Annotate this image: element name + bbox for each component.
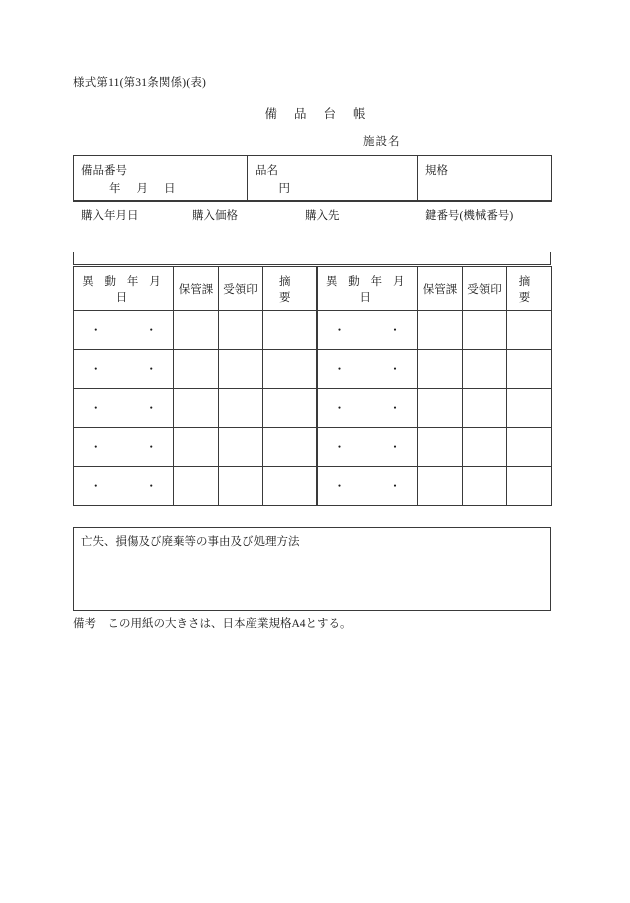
column-header-label: 異 動 年 月 日 [82,275,165,304]
date-separator-dots [318,322,418,338]
year-unit: 年 [109,183,137,195]
vendor-label: 購入先 [305,210,340,222]
loss-remarks-label: 亡失、損傷及び廃棄等の事由及び処理方法 [81,536,300,548]
date-separator-dot: ・ [145,442,157,454]
cell-remarks[interactable] [507,311,552,350]
cell-specification[interactable] [418,156,552,202]
date-separator-dot: ・ [389,325,401,337]
facility-name-label: 施設名 [363,136,401,148]
date-separator-dots [318,400,418,416]
cell-receipt-seal[interactable] [463,311,507,350]
cell-receipt-seal[interactable] [463,428,507,467]
date-separator-dot: ・ [333,442,346,454]
cell-receipt-seal[interactable] [463,389,507,428]
date-separator-dot: ・ [145,481,157,493]
specification-label: 規格 [425,165,448,177]
yen-unit: 円 [278,183,290,195]
cell-key-number[interactable] [418,201,552,222]
column-header-remarks [507,267,560,311]
cell-remarks[interactable] [507,467,552,506]
equipment-number-label: 備品番号 [81,165,127,177]
cell-receipt-seal[interactable] [219,467,263,506]
date-separator-dot: ・ [389,364,401,376]
cell-transfer-date[interactable] [74,350,174,389]
page-title: 備品台帳 [264,107,383,121]
cell-receipt-seal[interactable] [219,350,263,389]
cell-vendor[interactable] [298,201,418,222]
cell-transfer-date[interactable] [74,467,174,506]
table-row [74,467,552,506]
table-spacer-strip [73,252,551,265]
date-separator-dot: ・ [90,364,102,376]
month-unit: 月 [136,183,164,195]
cell-purchase-price[interactable] [185,183,298,222]
cell-receipt-seal[interactable] [463,350,507,389]
cell-transfer-date[interactable] [317,428,418,467]
cell-remarks[interactable] [263,311,317,350]
date-separator-dot: ・ [333,481,346,493]
cell-transfer-date[interactable] [74,389,174,428]
cell-receipt-seal[interactable] [219,311,263,350]
cell-custody-section[interactable] [418,428,463,467]
cell-transfer-date[interactable] [317,350,418,389]
key-number-label: 鍵番号(機械番号) [425,210,514,222]
table-row [74,311,552,350]
cell-custody-section[interactable] [174,467,219,506]
date-separator-dots [74,478,173,494]
cell-custody-section[interactable] [418,467,463,506]
column-header-label: 摘 要 [518,275,560,304]
cell-remarks[interactable] [507,389,552,428]
loss-remarks-box[interactable] [73,527,551,611]
footnote: 備考 この用紙の大きさは、日本産業規格A4とする。 [73,618,352,630]
column-header-receipt-seal [463,267,507,311]
cell-custody-section[interactable] [418,389,463,428]
date-separator-dot: ・ [90,442,102,454]
column-header-custody-section [418,267,463,311]
purchase-table [73,183,552,222]
cell-receipt-seal[interactable] [219,389,263,428]
cell-item-name[interactable] [248,156,418,202]
cell-remarks[interactable] [263,467,317,506]
date-separator-dot: ・ [389,481,401,493]
table-row [74,350,552,389]
date-separator-dot: ・ [333,364,346,376]
cell-custody-section[interactable] [174,428,219,467]
column-header-transfer-date [317,267,418,311]
cell-custody-section[interactable] [418,350,463,389]
cell-transfer-date[interactable] [317,467,418,506]
date-separator-dots [74,439,173,455]
date-separator-dot: ・ [90,403,102,415]
purchase-date-ymd [81,180,192,196]
cell-custody-section[interactable] [418,311,463,350]
cell-custody-section[interactable] [174,389,219,428]
date-separator-dot: ・ [333,325,346,337]
date-separator-dot: ・ [145,325,157,337]
date-separator-dots [318,439,418,455]
cell-remarks[interactable] [263,428,317,467]
item-name-label: 品名 [255,165,278,177]
cell-remarks[interactable] [263,389,317,428]
column-header-receipt-seal [219,267,263,311]
column-header-label: 摘 要 [279,275,320,304]
date-separator-dot: ・ [90,325,102,337]
date-separator-dot: ・ [145,364,157,376]
cell-receipt-seal[interactable] [463,467,507,506]
table-row [74,201,552,202]
column-header-transfer-date [74,267,174,311]
column-header-label: 受領印 [223,283,258,296]
column-header-label: 異 動 年 月 日 [325,275,409,304]
form-number: 様式第11(第31条関係)(表) [73,77,207,89]
column-header-label: 受領印 [467,283,502,296]
column-header-custody-section [174,267,219,311]
cell-transfer-date[interactable] [317,389,418,428]
purchase-price-label: 購入価格 [192,210,238,222]
column-header-label: 保管課 [178,283,214,296]
cell-custody-section[interactable] [174,311,219,350]
cell-purchase-date[interactable] [74,183,192,222]
cell-custody-section[interactable] [174,350,219,389]
column-header-remarks [263,267,320,311]
table-row [74,428,552,467]
cell-transfer-date[interactable] [74,428,174,467]
cell-transfer-date[interactable] [317,311,418,350]
column-header-label: 保管課 [422,283,458,296]
cell-transfer-date[interactable] [74,311,174,350]
date-separator-dot: ・ [333,403,346,415]
day-unit: 日 [164,183,192,195]
cell-remarks[interactable] [507,428,552,467]
date-separator-dot: ・ [389,403,401,415]
date-separator-dots [318,361,418,377]
cell-receipt-seal[interactable] [219,428,263,467]
date-separator-dots [74,400,173,416]
date-separator-dot: ・ [90,481,102,493]
purchase-date-label: 購入年月日 [81,210,139,222]
date-separator-dot: ・ [145,403,157,415]
cell-remarks[interactable] [507,350,552,389]
table-row [74,389,552,428]
date-separator-dots [74,322,173,338]
transfer-records-table [73,266,560,506]
date-separator-dots [74,361,173,377]
date-separator-dots [318,478,418,494]
date-separator-dot: ・ [389,442,401,454]
cell-remarks[interactable] [263,350,317,389]
table-header-row [74,267,552,311]
